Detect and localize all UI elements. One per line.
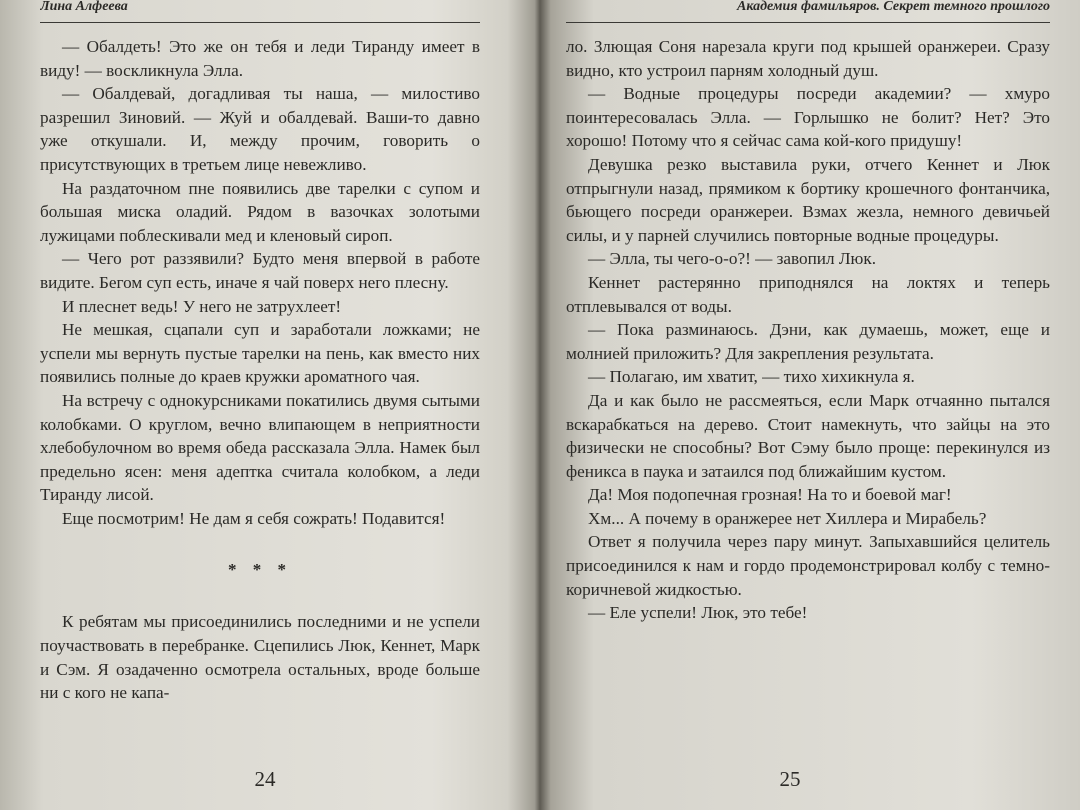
paragraph: — Водные процедуры посреди академии? — хмуро поинтересовалась Элла. — Горлышко не болит? Нет? Это хорошо! Потому что я сейчас сама кой-кого придушу! <box>566 84 1050 151</box>
paragraph: Еще посмотрим! Не дам я себя сожрать! Подавится! <box>62 508 446 528</box>
paragraph: — Еле успели! Люк, это тебе! <box>588 603 808 623</box>
paragraph: — Обалдеть! Это же он тебя и леди Тиранду имеет в виду! — воскликнула Элла. <box>40 37 480 80</box>
paragraph: — Элла, ты чего-о-о?! — завопил Люк. <box>588 249 877 269</box>
paragraph: И плеснет ведь! У него не затрухлеет! <box>62 296 342 316</box>
paragraph: На встречу с однокурсниками покатились двумя сытыми колобками. О круглом, вечно влипающем в неприятности хлебобулочном во время обеда рассказала Элла. Намек был предельно ясен: меня адептка считала колобком, а леди Тиранду лисой. <box>40 390 480 505</box>
left-page-body <box>40 35 480 705</box>
left-running-head: Лина Алфеева <box>40 0 480 23</box>
paragraph: Да и как было не рассмеяться, если Марк отчаянно пытался вскарабкаться на дерево. Стоит намекнуть, что зайцы на это физически не способны? Вот Сэму было проще: перекинулся из феникса в паука и затаился под ближайшим кустом. <box>566 390 1050 481</box>
right-running-head: Академия фамильяров. Секрет темного прошлого <box>566 0 1050 23</box>
paragraph-continued: ло. Злющая Соня нарезала круги под крышей оранжереи. Сразу видно, кто устроил парням холодный душ. <box>566 37 1050 80</box>
paragraph: Не мешкая, сцапали суп и заработали ложками; не успели мы вернуть пустые тарелки на пень, как вместо них появились полные до краев кружки ароматного чая. <box>40 320 480 387</box>
paragraph: — Обалдевай, догадливая ты наша, — милостиво разрешил Зиновий. — Жуй и обалдевай. Ваши-то давно уже откушали. И, между прочим, говорить о присутствующих в третьем лице невежливо. <box>40 84 480 174</box>
paragraph: — Чего рот раззявили? Будто меня впервой в работе видите. Бегом суп есть, иначе я чай поверх него плесну. <box>40 249 480 292</box>
paragraph: Девушка резко выставила руки, отчего Кеннет и Люк отпрыгнули назад, прямиком к бортику крошечного фонтанчика, бьющего посреди оранжереи. Взмах жезла, немного девичьей силы, и у парней случились повторные водные процедуры. <box>566 154 1050 245</box>
right-page-body <box>566 35 1050 625</box>
right-page-number: 25 <box>779 767 801 791</box>
paragraph: На раздаточном пне появились две тарелки с супом и большая миска оладий. Рядом в вазочках золотыми лужицами поблескивали мед и кленовый сироп. <box>40 178 480 245</box>
left-page-number: 24 <box>254 767 276 791</box>
paragraph: Ответ я получила через пару минут. Запыхавшийся целитель присоединился к нам и гордо продемонстрировал колбу с темно-коричневой жидкостью. <box>566 532 1050 599</box>
paragraph: Кеннет растерянно приподнялся на локтях и теперь отплевывался от воды. <box>566 272 1050 316</box>
paragraph: К ребятам мы присоединились последними и не успели поучаствовать в перебранке. Сцепились Люк, Кеннет, Марк и Сэм. Я озадаченно осмотрела остальных, вроде больше ни с кого не капа- <box>40 612 480 703</box>
paragraph: — Пока разминаюсь. Дэни, как думаешь, может, еще и молнией приложить? Для закрепления результата. <box>566 320 1050 363</box>
paragraph: — Полагаю, им хватит, — тихо хихикнула я. <box>588 367 915 387</box>
right-page <box>530 0 1080 810</box>
left-page <box>0 0 510 810</box>
paragraph: Да! Моя подопечная грозная! На то и боевой маг! <box>588 485 952 505</box>
paragraph: Хм... А почему в оранжерее нет Хиллера и Мирабель? <box>588 508 987 528</box>
section-separator: * * * <box>228 560 292 580</box>
